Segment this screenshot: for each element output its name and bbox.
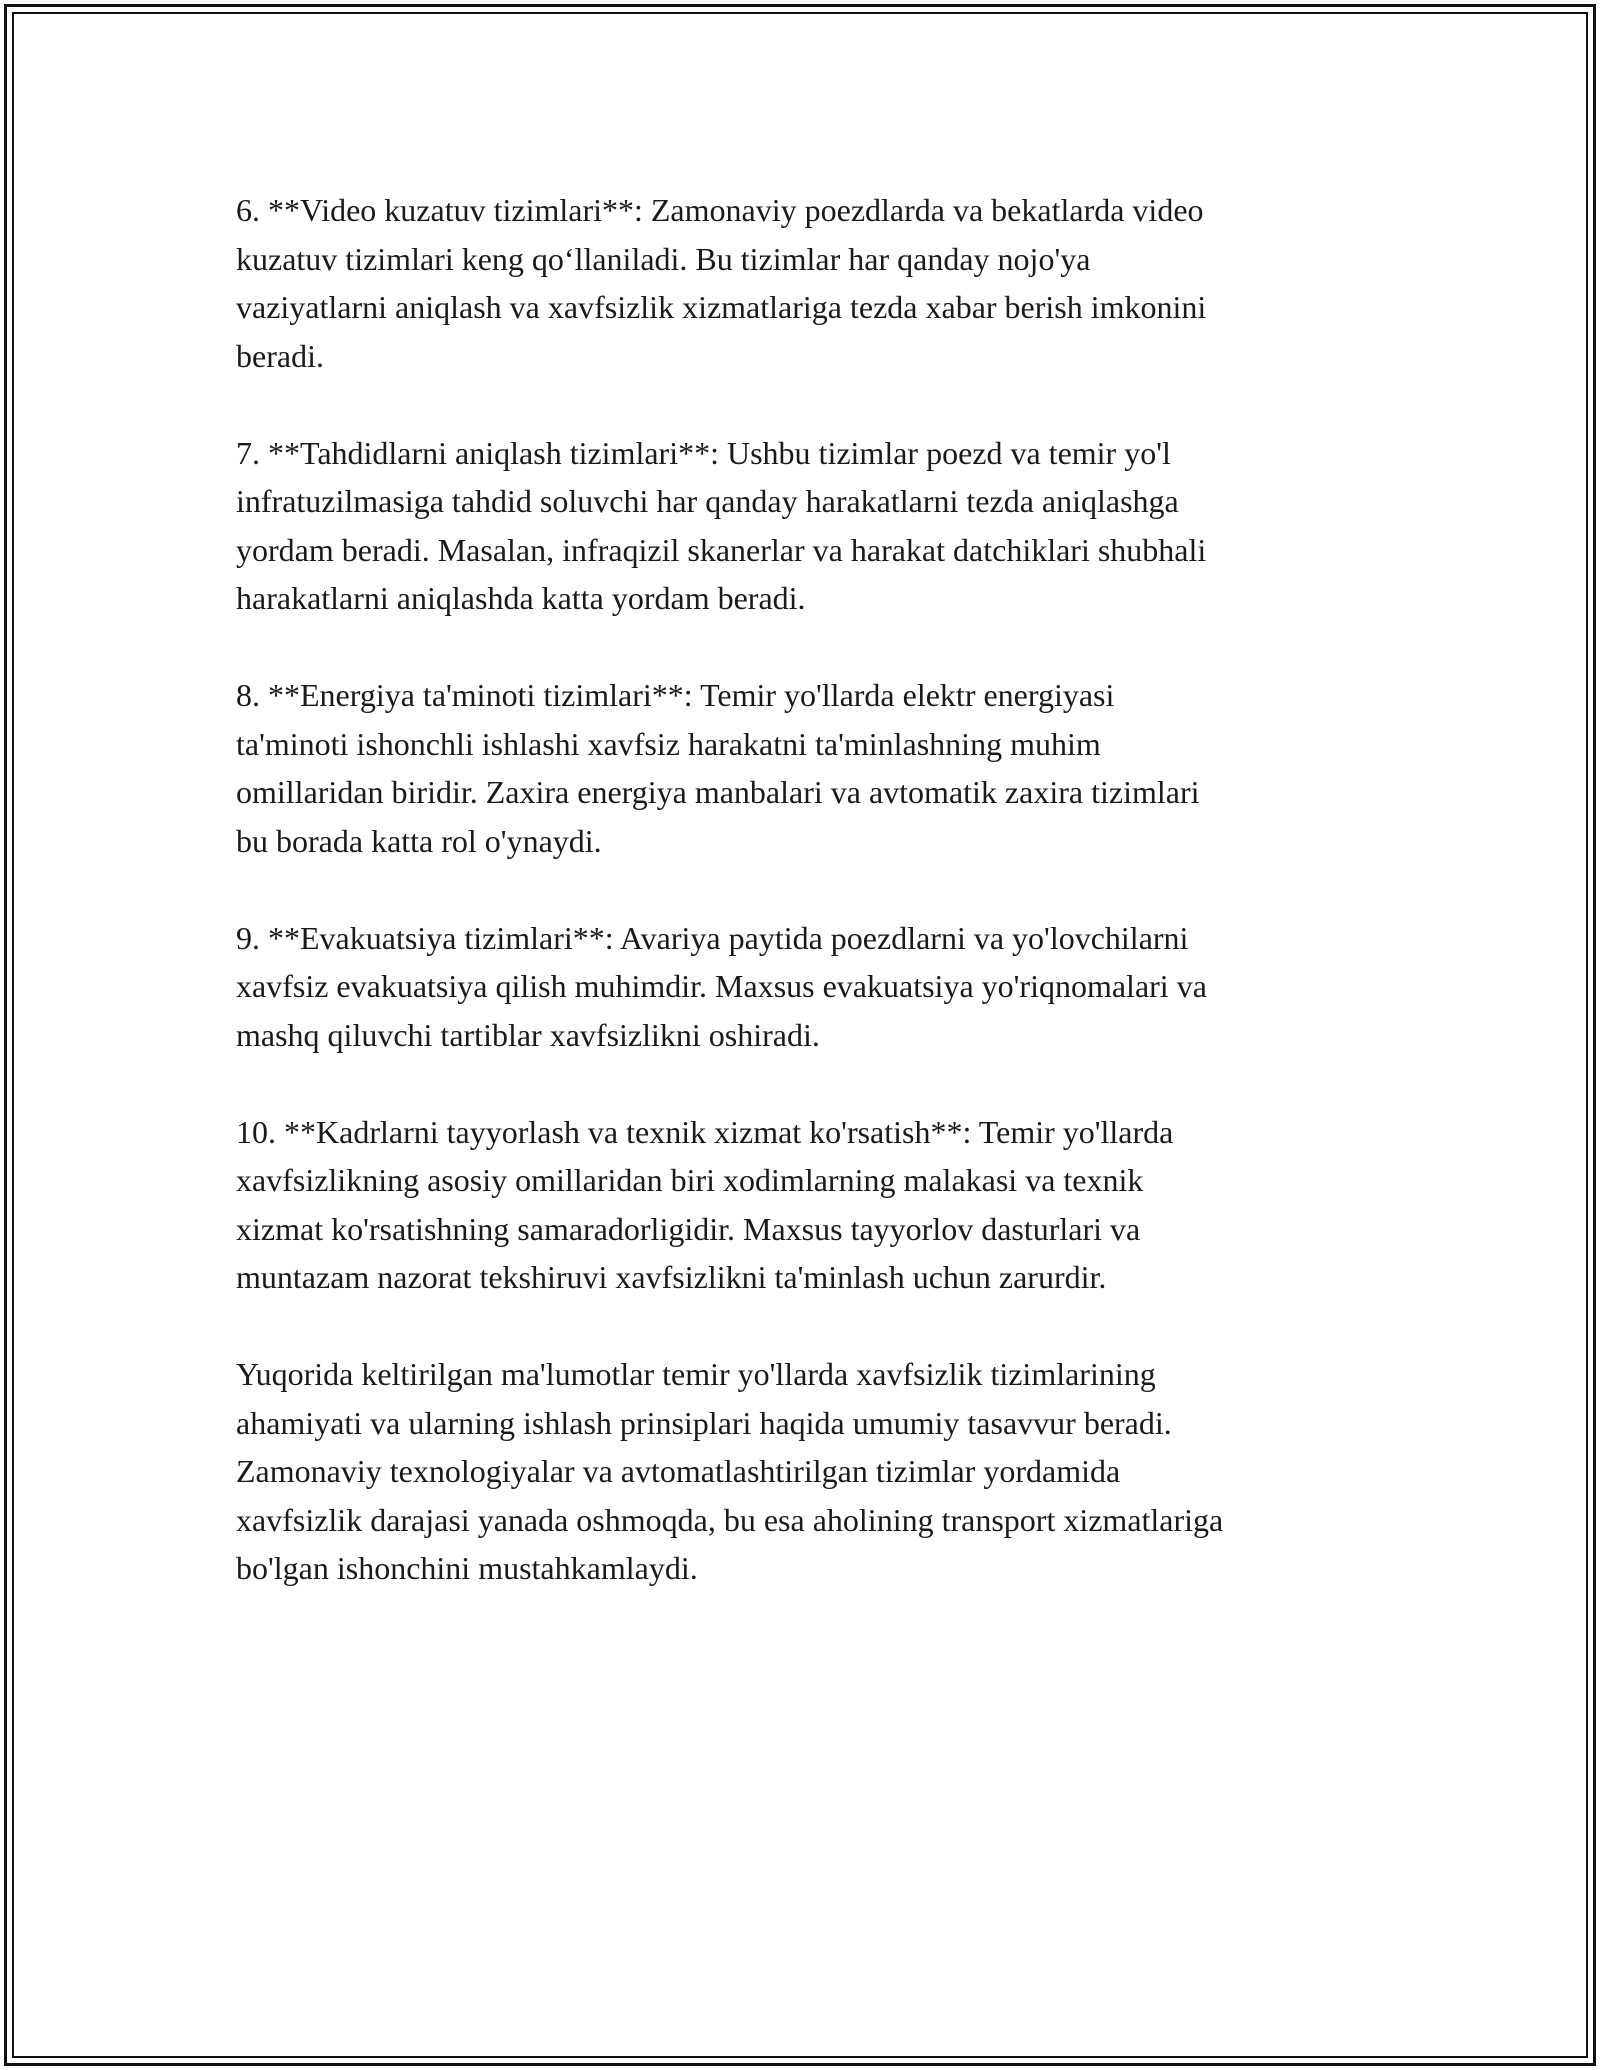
document-body <box>236 186 1396 1641</box>
text-line: kuzatuv tizimlari keng qo‘llaniladi. Bu tizimlar har qanday nojo'ya <box>236 240 1091 277</box>
paragraph-conclusion <box>236 1350 1396 1593</box>
text-line: 6. **Video kuzatuv tizimlari**: Zamonaviy poezdlarda va bekatlarda video <box>236 192 1204 228</box>
text-line: 7. **Tahdidlarni aniqlash tizimlari**: Ushbu tizimlar poezd va temir yo'l <box>236 434 1171 471</box>
text-line: bu borada katta rol o'ynaydi. <box>236 822 602 859</box>
text-line: 10. **Kadrlarni tayyorlash va texnik xizmat ko'rsatish**: Temir yo'llarda <box>236 1113 1174 1150</box>
paragraph-threat-detection <box>236 429 1396 623</box>
text-line: harakatlarni aniqlashda katta yordam beradi. <box>236 580 806 616</box>
text-line: vaziyatlarni aniqlash va xavfsizlik xizmatlariga tezda xabar berish imkonini <box>236 289 1207 325</box>
text-line: beradi. <box>236 337 324 374</box>
paragraph-energy-supply <box>236 671 1396 865</box>
paragraph-video-surveillance <box>236 186 1396 380</box>
text-line: Zamonaviy texnologiyalar va avtomatlashtirilgan tizimlar yordamida <box>236 1453 1121 1489</box>
text-line: xavfsizlik darajasi yanada oshmoqda, bu esa aholining transport xizmatlariga <box>236 1501 1224 1538</box>
text-line: Yuqorida keltirilgan ma'lumotlar temir yo'llarda xavfsizlik tizimlarining <box>236 1356 1156 1392</box>
text-line: ta'minoti ishonchli ishlashi xavfsiz harakatni ta'minlashning muhim <box>236 725 1101 762</box>
paragraph-evacuation <box>236 914 1396 1060</box>
text-line: 8. **Energiya ta'minoti tizimlari**: Temir yo'llarda elektr energiyasi <box>236 677 1115 713</box>
text-line: xavfsiz evakuatsiya qilish muhimdir. Maxsus evakuatsiya yo'riqnomalari va <box>236 968 1207 1004</box>
paragraph-staff-training <box>236 1108 1396 1302</box>
text-line: 9. **Evakuatsiya tizimlari**: Avariya paytida poezdlarni va yo'lovchilarni <box>236 919 1189 956</box>
text-line: yordam beradi. Masalan, infraqizil skanerlar va harakat datchiklari shubhali <box>236 531 1207 568</box>
text-line: bo'lgan ishonchini mustahkamlaydi. <box>236 1550 698 1586</box>
text-line: mashq qiluvchi tartiblar xavfsizlikni oshiradi. <box>236 1016 820 1053</box>
text-line: ahamiyati va ularning ishlash prinsiplari haqida umumiy tasavvur beradi. <box>236 1404 1172 1441</box>
text-line: omillaridan biridir. Zaxira energiya manbalari va avtomatik zaxira tizimlari <box>236 774 1200 810</box>
text-line: infratuzilmasiga tahdid soluvchi har qanday harakatlarni tezda aniqlashga <box>236 483 1179 519</box>
text-line: xizmat ko'rsatishning samaradorligidir. Maxsus tayyorlov dasturlari va <box>236 1210 1141 1247</box>
text-line: muntazam nazorat tekshiruvi xavfsizlikni ta'minlash uchun zarurdir. <box>236 1259 1107 1295</box>
text-line: xavfsizlikning asosiy omillaridan biri xodimlarning malakasi va texnik <box>236 1162 1144 1198</box>
